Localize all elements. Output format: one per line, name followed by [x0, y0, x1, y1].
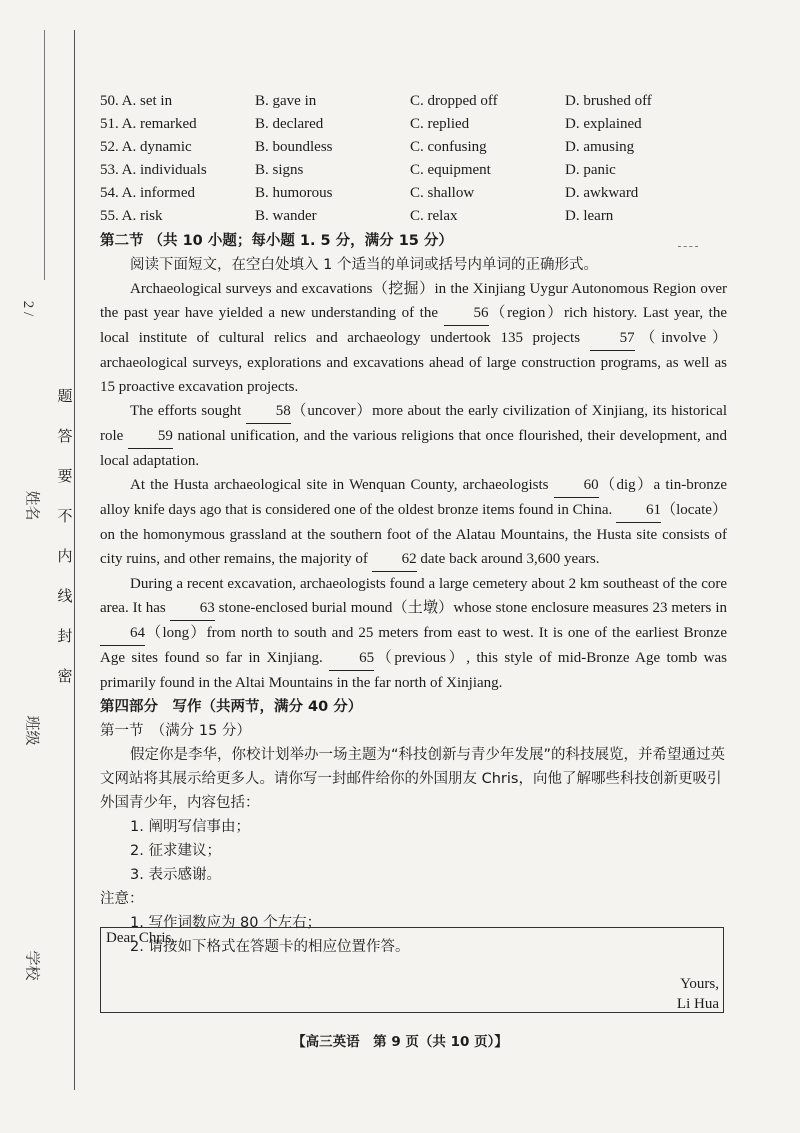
- name-label: 姓名: [23, 490, 42, 521]
- option-c: C. dropped off: [410, 93, 498, 109]
- seal-char: 封: [57, 627, 73, 645]
- blank-61: 61: [616, 498, 661, 523]
- option-b: B. boundless: [255, 139, 333, 155]
- requirement-item: 3. 表示感谢。: [130, 867, 221, 883]
- option-row: [100, 113, 740, 136]
- blank-58: 58: [246, 399, 291, 424]
- option-a: 52. A. dynamic: [100, 139, 192, 155]
- passage-text: （long）from north to south and 25 meters from east to west. It is one of the earliest Bronze Age sites found so far in Xinjiang.: [100, 625, 727, 666]
- letter-signature: Li Hua: [676, 996, 719, 1012]
- option-row: [100, 205, 740, 228]
- blank-56: 56: [444, 301, 489, 326]
- note-item: 2. 请按如下格式在答题卡的相应位置作答。: [130, 939, 410, 955]
- passage-text: （previous）, this style of mid-Bronze Age tomb was primarily found in the Altai Mountains in the far north of Xinjiang.: [100, 650, 727, 691]
- option-c: C. relax: [410, 208, 458, 224]
- requirement-item: 2. 征求建议；: [130, 843, 221, 859]
- option-b: B. wander: [255, 208, 317, 224]
- option-c: C. shallow: [410, 185, 475, 201]
- seal-char: 答: [57, 427, 73, 445]
- letter-format-box: [100, 927, 724, 1013]
- seal-char: 题: [57, 387, 73, 405]
- seal-char: 内: [57, 547, 73, 565]
- writing-prompt: 假定你是李华，你校计划举办一场主题为“科技创新与青少年发展”的科技展览，并希望通过英文网站将其展示给更多人。请你写一封邮件给你的外国朋友 Chris，向他了解哪些科技创新更吸引外国青少年，内容包括：: [100, 747, 726, 811]
- option-a: 54. A. informed: [100, 185, 195, 201]
- passage-text: （locate）on the homonymous grassland at the southern foot of the Alatau Mountains, the Husta site consists of city ruins, and other remains, the majority of: [100, 502, 727, 567]
- passage-text: national unification, and the various religions that once flourished, their development, and local adaptation.: [100, 428, 727, 469]
- passage-text: （involve）archaeological surveys, explorations and excavations ahead of large construction programs, as well as 15 proactive excavation projects.: [100, 330, 728, 395]
- passage-paragraph-2: [100, 399, 727, 473]
- blank-57: 57: [590, 326, 635, 351]
- blank-62: 62: [372, 547, 417, 572]
- blank-63: 63: [170, 596, 215, 621]
- seal-char: 线: [57, 587, 73, 605]
- passage-text: （uncover）more about the early civilization of Xinjiang, its historical role: [100, 403, 728, 444]
- option-b: B. gave in: [255, 93, 317, 109]
- option-c: C. replied: [410, 116, 470, 132]
- passage-paragraph-4: [100, 572, 727, 695]
- option-row: [100, 182, 740, 205]
- school-label: 学校: [23, 950, 42, 981]
- option-row: [100, 136, 740, 159]
- option-d: D. learn: [565, 208, 614, 224]
- class-label: 班级: [23, 715, 42, 746]
- option-d: D. explained: [565, 116, 642, 132]
- option-a: 50. A. set in: [100, 93, 173, 109]
- passage-text: （region）rich history. Last year, the local institute of cultural relics and archaeology undertook 135 projects: [100, 305, 727, 346]
- section2-heading: 第二节 （共 10 小题；每小题 1. 5 分，满分 15 分）: [100, 233, 453, 249]
- passage-text: （dig）a tin-bronze alloy knife days ago that is considered one of the oldest bronze items found in China.: [100, 477, 728, 518]
- option-d: D. brushed off: [565, 93, 652, 109]
- page-footer: 【高三英语 第 9 页（共 10 页）】: [292, 1034, 508, 1050]
- option-a: 51. A. remarked: [100, 116, 197, 132]
- part4-subheading: 第一节 （满分 15 分）: [100, 723, 251, 739]
- passage-text: The efforts sought: [130, 403, 246, 419]
- option-b: B. humorous: [255, 185, 333, 201]
- requirement-item: 1. 阐明写信事由；: [130, 819, 250, 835]
- part4-heading: 第四部分 写作（共两节，满分 40 分）: [100, 699, 363, 715]
- binding-line-outer: [44, 30, 45, 280]
- blank-60: 60: [554, 473, 599, 498]
- binding-margin: [0, 0, 90, 1133]
- option-b: B. declared: [255, 116, 324, 132]
- section2-instruction: 阅读下面短文，在空白处填入 1 个适当的单词或括号内单词的正确形式。: [130, 257, 598, 273]
- note-item: 1. 写作词数应为 80 个左右；: [130, 915, 322, 931]
- option-b: B. signs: [255, 162, 304, 178]
- blank-65: 65: [329, 646, 374, 671]
- passage-text: At the Husta archaeological site in Wenquan County, archaeologists: [130, 477, 554, 493]
- answer-options: [100, 90, 740, 228]
- passage-text: During a recent excavation, archaeologists found a large cemetery about 2 km southeast of the core area. It has: [100, 576, 727, 616]
- top-margin-mark: 2 /: [20, 300, 37, 317]
- seal-char: 密: [57, 667, 73, 685]
- passage-paragraph-1: [100, 277, 727, 399]
- seal-line-text: [54, 385, 76, 705]
- option-a: 53. A. individuals: [100, 162, 207, 178]
- option-row: [100, 159, 740, 182]
- option-c: C. confusing: [410, 139, 487, 155]
- option-a: 55. A. risk: [100, 208, 163, 224]
- option-d: D. awkward: [565, 185, 639, 201]
- passage-text: stone-enclosed burial mound（土墩）whose stone enclosure measures 23 meters in: [214, 600, 727, 616]
- letter-closing-word: Yours,: [680, 976, 719, 992]
- main-content: [100, 229, 727, 959]
- notes-label: 注意：: [100, 891, 144, 907]
- passage-text: date back around 3,600 years.: [416, 551, 600, 567]
- option-d: D. amusing: [565, 139, 635, 155]
- letter-greeting: Dear Chris,: [106, 930, 176, 946]
- seal-char: 不: [57, 507, 73, 525]
- blank-59: 59: [128, 424, 173, 449]
- option-d: D. panic: [565, 162, 616, 178]
- option-c: C. equipment: [410, 162, 491, 178]
- passage-paragraph-3: [100, 473, 727, 572]
- option-row: [100, 90, 740, 113]
- letter-closing: [677, 974, 719, 1014]
- passage-text: Archaeological surveys and excavations（挖掘）in the Xinjiang Uygur Autonomous Region over the past year have yielded a new understanding of the: [100, 281, 727, 321]
- blank-64: 64: [100, 621, 145, 646]
- seal-char: 要: [57, 467, 73, 485]
